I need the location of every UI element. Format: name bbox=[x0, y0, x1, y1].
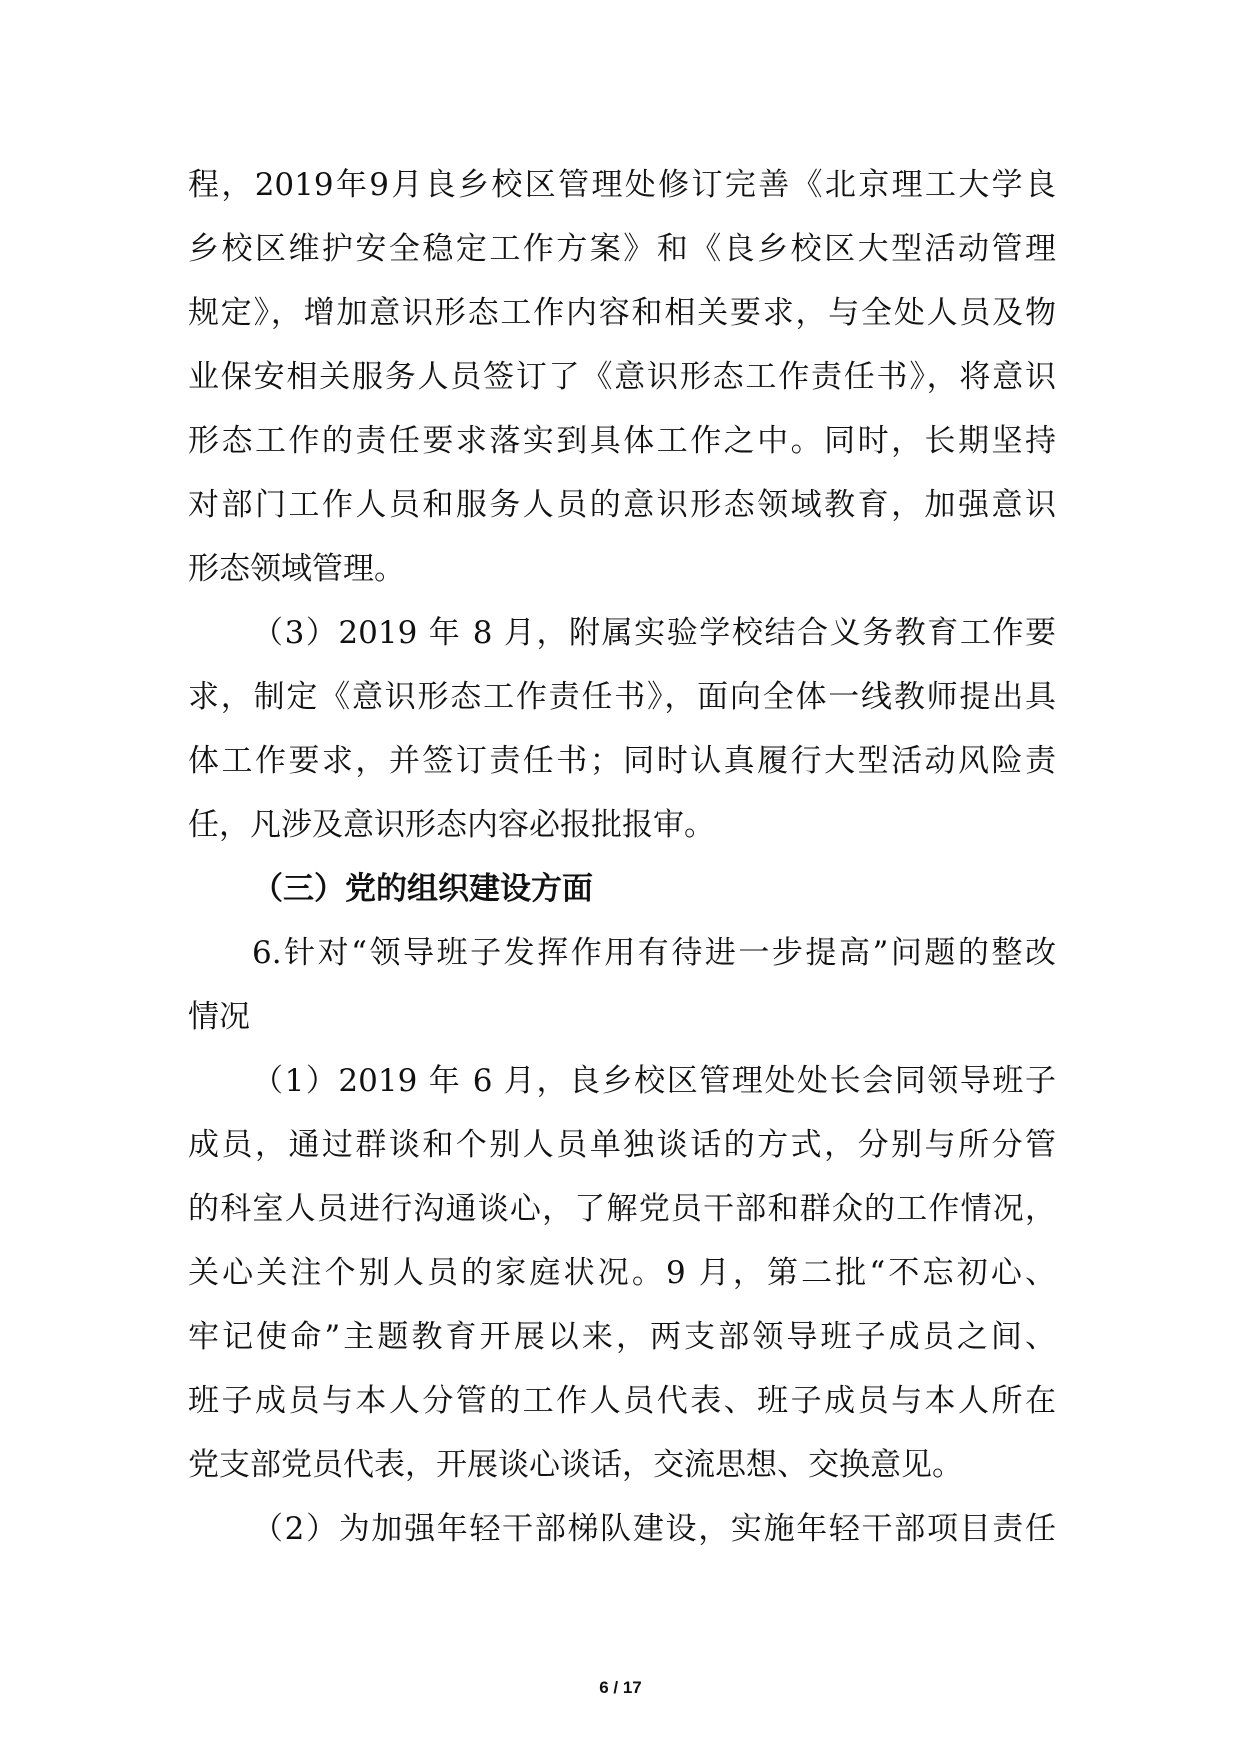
text-line: 任，凡涉及意识形态内容必报批报审。 bbox=[188, 807, 715, 843]
text-line: 业保安相关服务人员签订了《意识形态工作责任书》，将意识 bbox=[188, 359, 1056, 395]
text-line: 求，制定《意识形态工作责任书》，面向全体一线教师提出具 bbox=[188, 679, 1056, 715]
text-line: 班子成员与本人分管的工作人员代表、班子成员与本人所在 bbox=[188, 1383, 1056, 1419]
text-line: 情况 bbox=[188, 999, 250, 1035]
text-line: （2）为加强年轻干部梯队建设，实施年轻干部项目责任 bbox=[252, 1511, 1056, 1547]
text-line: 党支部党员代表，开展谈心谈话，交流思想、交换意见。 bbox=[188, 1447, 963, 1483]
text-line: 体工作要求，并签订责任书；同时认真履行大型活动风险责 bbox=[188, 743, 1056, 779]
section-heading: （三）党的组织建设方面 bbox=[252, 871, 593, 907]
page-number: 6 / 17 bbox=[599, 1678, 642, 1697]
text-line: 形态领域管理。 bbox=[188, 551, 405, 587]
text-line: （1）2019 年 6 月，良乡校区管理处处长会同领导班子 bbox=[252, 1063, 1056, 1099]
text-line: 乡校区维护安全稳定工作方案》和《良乡校区大型活动管理 bbox=[188, 231, 1056, 267]
text-line: 关心关注个别人员的家庭状况。9 月，第二批“不忘初心、 bbox=[188, 1255, 1056, 1291]
text-line: 的科室人员进行沟通谈心，了解党员干部和群众的工作情况， bbox=[188, 1191, 1056, 1227]
text-line: （3）2019 年 8 月，附属实验学校结合义务教育工作要 bbox=[252, 615, 1056, 651]
text-line: 程，2019年9月良乡校区管理处修订完善《北京理工大学良 bbox=[188, 167, 1056, 203]
text-line: 牢记使命”主题教育开展以来，两支部领导班子成员之间、 bbox=[188, 1319, 1056, 1355]
text-line: 成员，通过群谈和个别人员单独谈话的方式，分别与所分管 bbox=[188, 1127, 1056, 1163]
text-line: 形态工作的责任要求落实到具体工作之中。同时，长期坚持 bbox=[188, 423, 1056, 459]
document-body bbox=[188, 153, 1056, 1561]
text-line: 规定》，增加意识形态工作内容和相关要求，与全处人员及物 bbox=[188, 295, 1056, 331]
text-line: 6.针对“领导班子发挥作用有待进一步提高”问题的整改 bbox=[252, 935, 1056, 971]
text-line: 对部门工作人员和服务人员的意识形态领域教育，加强意识 bbox=[188, 487, 1056, 523]
